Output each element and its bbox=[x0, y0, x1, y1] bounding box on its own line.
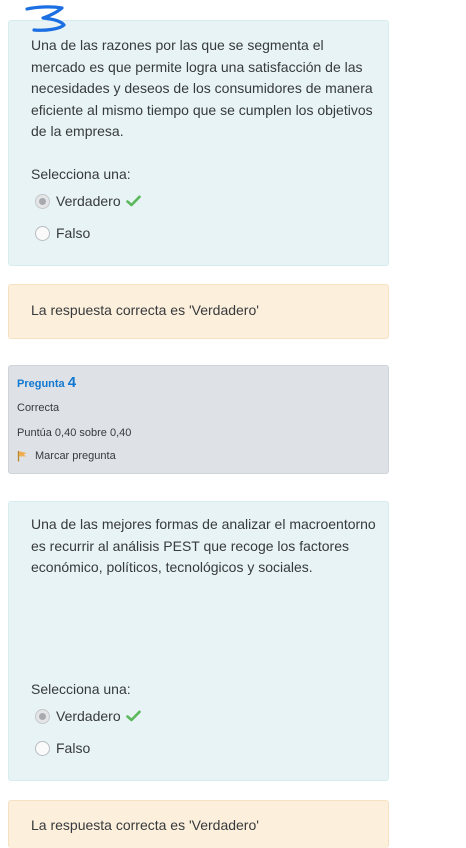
question-4-option-falso[interactable] bbox=[35, 738, 90, 758]
question-number bbox=[17, 374, 76, 391]
radio-unselected-icon[interactable] bbox=[35, 741, 50, 756]
question-4-info bbox=[8, 365, 389, 474]
question-3-option-falso[interactable] bbox=[35, 223, 90, 243]
flag-icon bbox=[17, 450, 28, 462]
radio-unselected-icon[interactable] bbox=[35, 226, 50, 241]
question-3-content bbox=[8, 20, 389, 266]
question-4-feedback bbox=[8, 800, 389, 848]
flag-question-link[interactable] bbox=[17, 450, 116, 462]
question-3-text: Una de las razones por las que se segmenta el mercado es que permite logra una satisfacción de las necesidades y deseos de los consumidores de manera eficiente al mismo tiempo que se cumplen los objetivos de la empresa. bbox=[31, 37, 373, 139]
question-4-prompt: Selecciona una: bbox=[31, 681, 131, 697]
option-label: Falso bbox=[56, 740, 91, 756]
question-4-text: Una de las mejores formas de analizar el macroentorno es recurrir al análisis PEST que recoge los factores económico, políticos, tecnológicos y sociales. bbox=[31, 516, 376, 575]
option-label: Falso bbox=[56, 225, 91, 241]
question-label: Pregunta bbox=[17, 378, 65, 390]
question-3-prompt: Selecciona una: bbox=[31, 166, 131, 182]
option-label: Verdadero bbox=[56, 708, 121, 724]
check-icon bbox=[126, 710, 141, 722]
question-state: Correcta bbox=[17, 402, 60, 414]
question-4-content bbox=[8, 501, 389, 781]
check-icon bbox=[126, 195, 141, 207]
question-3-option-verdadero[interactable] bbox=[35, 191, 141, 211]
handwritten-number-3 bbox=[24, 4, 70, 34]
correct-answer-text: La respuesta correcta es 'Verdadero' bbox=[31, 302, 259, 318]
correct-answer-text: La respuesta correcta es 'Verdadero' bbox=[31, 817, 259, 833]
radio-selected-icon[interactable] bbox=[35, 709, 50, 724]
flag-question-label[interactable]: Marcar pregunta bbox=[35, 450, 116, 462]
option-label: Verdadero bbox=[56, 193, 121, 209]
question-4-option-verdadero[interactable] bbox=[35, 706, 141, 726]
radio-selected-icon[interactable] bbox=[35, 194, 50, 209]
question-grade: Puntúa 0,40 sobre 0,40 bbox=[17, 427, 132, 439]
question-3-feedback bbox=[8, 284, 389, 339]
question-number-value: 4 bbox=[67, 374, 77, 391]
